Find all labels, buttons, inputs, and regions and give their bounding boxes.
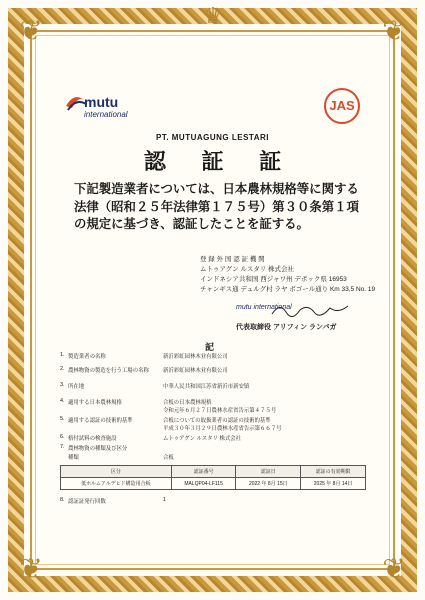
crest-ornament-icon: ♛ bbox=[203, 4, 223, 29]
corner-ornament-icon: ❦ bbox=[19, 14, 43, 47]
item-number: 8. bbox=[60, 497, 65, 503]
intro-paragraph: 下記製造業者については、日本農林規格等に関する法律（昭和２５年法律第１７５号）第３０条第１項 の規定に基づき、認証したことを証する。 bbox=[74, 181, 359, 231]
item-label: 製造業者の名称 bbox=[68, 354, 106, 360]
item-value-line: 令和元年６月２７日農林水産省告示第４７５号 bbox=[163, 408, 277, 414]
item-number: 2. bbox=[60, 366, 65, 372]
item-label: 農林物資の種類及び区分 bbox=[68, 446, 128, 452]
item-label: 適用する認証の技術的基準 bbox=[68, 418, 133, 424]
table-cell: 低ホルムアルデヒド構造用合板 bbox=[61, 478, 172, 490]
ki-heading: 記 bbox=[205, 343, 215, 353]
representative-name: 代表取締役 アリフィン ランバガ bbox=[236, 324, 337, 331]
list-item bbox=[60, 453, 366, 461]
table-row bbox=[61, 478, 366, 490]
item-label: 適用する日本農林規格 bbox=[68, 400, 122, 406]
issuer-line: ムトゥアグン ルスタリ 株式会社 bbox=[200, 266, 295, 273]
table-header: 認証の有効期限 bbox=[301, 466, 366, 478]
handwritten-signature bbox=[270, 300, 350, 322]
item-number: 6. bbox=[60, 434, 65, 440]
company-name: PT. MUTUAGUNG LESTARI bbox=[155, 133, 269, 142]
table-header: 区分 bbox=[61, 466, 172, 478]
item-value-line: 合板の日本農林規格 bbox=[163, 400, 212, 406]
signature-logo-text: mutu international bbox=[236, 304, 292, 311]
item-number bbox=[60, 453, 68, 461]
item-number: 7. bbox=[60, 444, 65, 450]
item-label: 種類 bbox=[68, 455, 79, 461]
table-cell: 2022 年 8月 15日 bbox=[236, 478, 301, 490]
table-cell: 2025 年 8月 14日 bbox=[301, 478, 366, 490]
item-number: 4. bbox=[60, 398, 65, 404]
table-cell: MALQP04-LF115 bbox=[171, 478, 236, 490]
issuer-block bbox=[200, 255, 376, 295]
certificate-title: 認 証 証 bbox=[143, 149, 296, 175]
corner-ornament-icon: ❦ bbox=[382, 14, 406, 47]
list-item bbox=[60, 434, 366, 442]
list-item bbox=[60, 352, 366, 360]
list-item bbox=[60, 497, 366, 505]
item-value: 新沂彩虹园林木业有限公司 bbox=[163, 368, 228, 374]
mutu-logo-subtext: international bbox=[84, 110, 128, 119]
mutu-logo-text: mutu bbox=[84, 94, 119, 110]
jas-mark-icon: JAS bbox=[324, 88, 360, 124]
list-item bbox=[60, 382, 366, 390]
table-header: 認証番号 bbox=[171, 466, 236, 478]
item-label: 農林物資の製造を行う工場の名称 bbox=[68, 368, 149, 374]
item-number: 3. bbox=[60, 382, 65, 388]
table-header-row bbox=[61, 466, 366, 478]
item-label: 格付試料の検査施設 bbox=[68, 436, 117, 442]
item-label: 所在地 bbox=[68, 384, 85, 390]
item-value bbox=[163, 416, 366, 432]
corner-ornament-icon: ❦ bbox=[19, 552, 43, 585]
list-item bbox=[60, 366, 366, 374]
item-label: 認証証発行回数 bbox=[68, 499, 106, 505]
list-item bbox=[60, 398, 366, 414]
item-value bbox=[163, 398, 366, 414]
item-number: 5. bbox=[60, 416, 65, 422]
item-value-line: 平成３０年３月２９日農林水産省告示第６６７号 bbox=[163, 426, 282, 432]
certification-table bbox=[60, 465, 366, 490]
table-header: 認証日 bbox=[236, 466, 301, 478]
item-value: 合板 bbox=[163, 455, 174, 461]
item-value: 新沂彩虹园林木业有限公司 bbox=[163, 354, 228, 360]
list-item bbox=[60, 416, 366, 432]
item-number: 1. bbox=[60, 352, 65, 358]
issuer-line: チャンギス通 デュルグ村 ラヤ ボゴール通り Km 33,5 No. 19 bbox=[200, 286, 376, 293]
issuer-line: 登 録 外 国 認 証 機 関 bbox=[200, 256, 265, 263]
item-value bbox=[163, 444, 366, 452]
issuer-line: インドネシア共和国 西ジャワ州 デポック県 16953 bbox=[200, 276, 347, 283]
item-value: ムトゥアグン ルスタリ 株式会社 bbox=[163, 436, 242, 442]
item-value: 中華人民共和国江苏省新沂市新安镇 bbox=[163, 384, 250, 390]
corner-ornament-icon: ❦ bbox=[382, 552, 406, 585]
list-item bbox=[60, 444, 366, 452]
item-value: 1 bbox=[163, 497, 166, 503]
item-value-line: 合板についての取扱業者の認証の技術的基準 bbox=[163, 418, 271, 424]
